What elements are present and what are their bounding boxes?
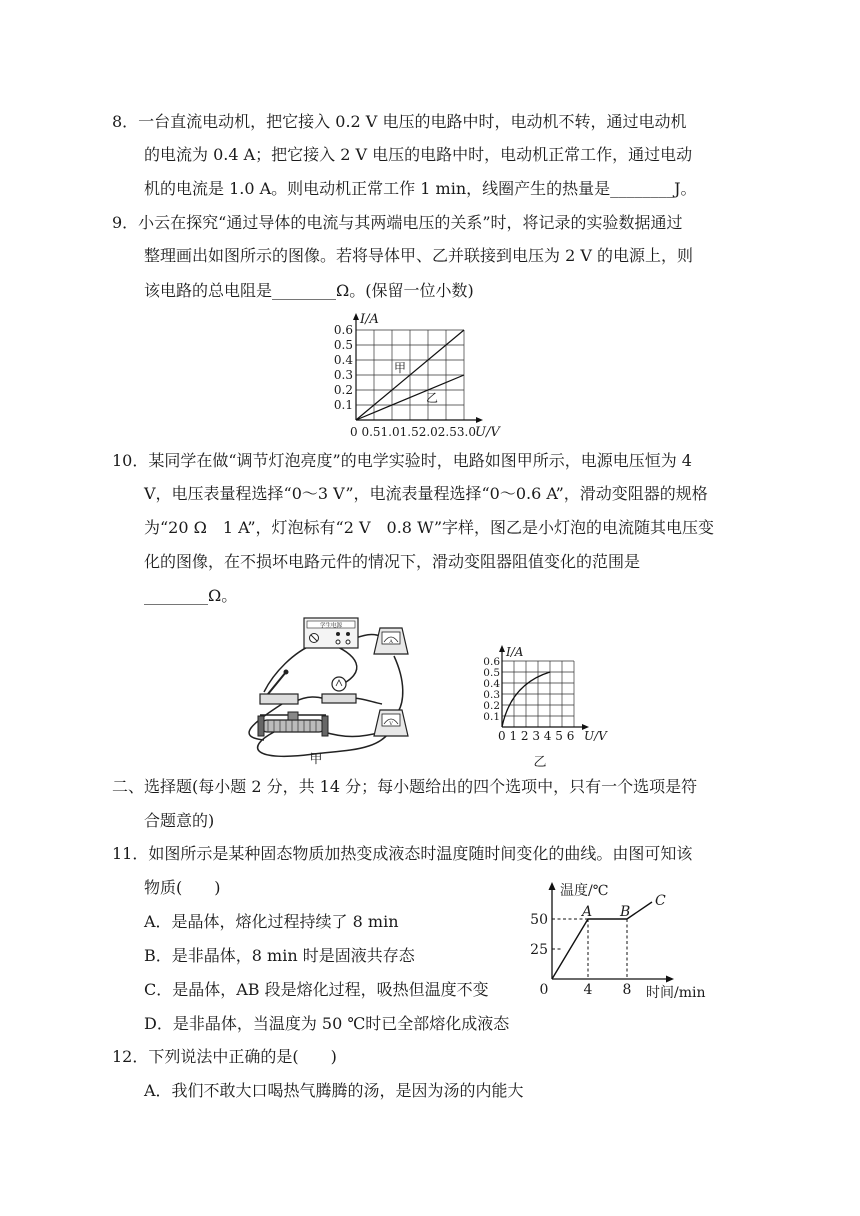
q9-line-1: 9．小云在探究“通过导体的电流与其两端电压的关系”时，将记录的实验数据通过 — [112, 213, 683, 232]
q11-xtick: 8 — [622, 982, 632, 998]
q10-graph-caption: 乙 — [533, 755, 547, 770]
q8-line-2: 的电流为 0.4 A；把它接入 2 V 电压的电路中时，电动机正常工作，通过电动 — [144, 145, 693, 164]
q9-line-3: 该电路的总电阻是________Ω。(保留一位小数) — [144, 281, 474, 300]
q11-option-b: B．是非晶体，8 min 时是固液共存态 — [144, 946, 415, 965]
q8-line-1: 8．一台直流电动机，把它接入 0.2 V 电压的电路中时，电动机不转，通过电动机 — [112, 112, 687, 131]
power-supply-label: 学生电源 — [319, 623, 343, 629]
q11-xtick: 4 — [583, 982, 593, 998]
q9-label-jia: 甲 — [394, 361, 407, 375]
q10-ytick: 0.2 — [483, 700, 500, 712]
q11-xtick: 0 — [539, 982, 549, 998]
q9-line-2: 整理画出如图所示的图像。若将导体甲、乙并联接到电压为 2 V 的电源上，则 — [144, 246, 693, 265]
q12-line-1: 12．下列说法中正确的是( ) — [112, 1047, 337, 1066]
q11-point-c: C — [655, 893, 666, 909]
q10-line-4: 化的图像，在不损坏电路元件的情况下，滑动变阻器阻值变化的范围是 — [144, 552, 641, 571]
q9-label-yi: 乙 — [426, 391, 439, 405]
q9-ytick: 0.4 — [333, 353, 353, 367]
q10-graph — [478, 644, 628, 770]
q11-line-1: 11．如图所示是某种固态物质加热变成液态时温度随时间变化的曲线。由图可知该 — [112, 844, 693, 863]
q11-point-a: A — [582, 904, 593, 920]
q10-line-5: ________Ω。 — [144, 586, 238, 605]
svg-text:I/A — [359, 312, 379, 327]
q9-ytick: 0.3 — [333, 368, 353, 382]
section-2-line-2: 合题意的) — [144, 811, 215, 830]
q10-ytick: 0.5 — [483, 667, 500, 679]
q10-ytick: 0.3 — [483, 689, 500, 701]
circuit-caption: 甲 — [309, 752, 323, 767]
q8-line-3: 机的电流是 1.0 A。则电动机正常工作 1 min，线圈产生的热量是________J。 — [144, 179, 697, 198]
q11-graph — [530, 876, 720, 1004]
q10-graph-ylabel: I/A — [506, 645, 524, 659]
q10-line-1: 10．某同学在做“调节灯泡亮度”的电学实验时，电路如图甲所示，电源电压恒为 4 — [112, 451, 692, 470]
q9-ylabel: I/A — [360, 312, 379, 327]
q9-ytick: 0.2 — [333, 383, 353, 397]
q10-ytick: 0.6 — [483, 656, 500, 668]
q9-ytick: 0.5 — [333, 338, 353, 352]
q10-line-3: 为“20 Ω 1 A”，灯泡标有“2 V 0.8 W”字样，图乙是小灯泡的电流随其电压变 — [144, 518, 714, 537]
q12-option-a: A．我们不敢大口喝热气腾腾的汤，是因为汤的内能大 — [144, 1081, 524, 1100]
q11-option-a: A．是晶体，熔化过程持续了 8 min — [144, 912, 399, 931]
q10-ytick: 0.4 — [483, 678, 500, 690]
q11-line-2: 物质( ) — [144, 878, 221, 897]
q9-xlabel: U/V — [475, 425, 500, 440]
q9-xticks: 0 0.51.01.52.02.53.0 — [350, 425, 476, 439]
q10-line-2: V，电压表量程选择“0～3 V”，电流表量程选择“0～0.6 A”，滑动变阻器的规格 — [144, 484, 708, 503]
q11-option-d: D．是非晶体，当温度为 50 ℃时已全部熔化成液态 — [144, 1014, 510, 1033]
q10-xticks: 0 1 2 3 4 5 6 — [498, 729, 575, 743]
q9-ytick: 0.1 — [333, 398, 353, 412]
voltmeter-label: V — [389, 721, 393, 727]
q11-point-b: B — [620, 904, 631, 920]
q11-ytick: 25 — [530, 942, 548, 958]
q9-graph — [330, 310, 510, 442]
section-2-line-1: 二、选择题(每小题 2 分，共 14 分；每小题给出的四个选项中，只有一个选项是符 — [112, 777, 698, 796]
ammeter-label: A — [389, 639, 393, 645]
q10-ytick: 0.1 — [483, 711, 500, 723]
q11-xlabel: 时间/min — [646, 985, 706, 1001]
q11-ytick: 50 — [530, 912, 548, 928]
q11-ylabel: 温度/℃ — [560, 883, 609, 899]
q10-circuit-diagram — [234, 612, 414, 768]
q9-ytick: 0.6 — [333, 323, 353, 337]
q10-graph-xlabel: U/V — [584, 729, 607, 743]
q11-option-c: C．是晶体，AB 段是熔化过程，吸热但温度不变 — [144, 980, 489, 999]
